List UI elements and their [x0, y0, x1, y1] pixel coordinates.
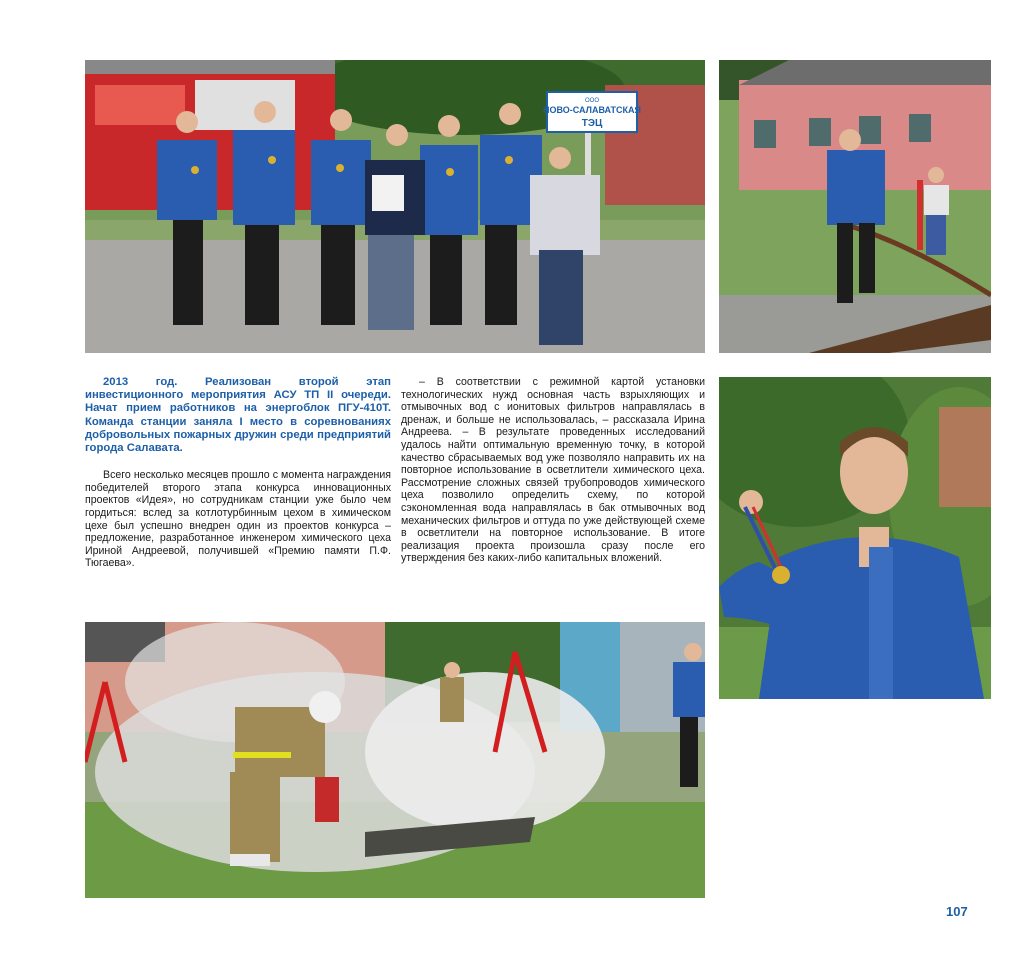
article-paragraph-2: – В соответствии с режимной картой установки технологических нужд основная часть взрыхляющих и отмывочных вод с ионитовых фильтров направлялась в дренаж, и больше не использовалась, – рассказала Ирина Андреева. – В результате проведенных исследований удалось найти оптимальную временную точку, в которой качество сбрасываемых вод уже позволяло направить их на повторное использование в осветлители химического цеха. Рассмотрение сложных связей трубопроводов химического цеха позволило определить схему, по которой сэкономленная вода направлялась в бак отмывочных вод механических фильтров и оттуда по уже действующей схеме в осветлители на повторное использование. В итоге реализация проекта произошла сразу после его утверждения без каких-либо капитальных вложений. — [401, 376, 705, 565]
sign-small-text: ООО — [584, 98, 600, 104]
sign-line2: ТЭЦ — [581, 118, 603, 129]
page-number: 107 — [946, 904, 968, 919]
runner-photo — [719, 60, 991, 353]
article-paragraph-1: Всего несколько месяцев прошло с момента награждения победителей второго этапа конкурса инновационных проектов «Идея», но сотрудникам станции уже было чем гордиться: вслед за котлотурбинным цехом в химическом цехе был успешно внедрен один из проектов конкурса – предложение, разработанное инженером химического цеха Ириной Андреевой, получившей «Премию памяти П.Ф. Тюгаева». — [85, 469, 391, 570]
sign-line1: НОВО-САЛАВАТСКАЯ — [542, 105, 642, 115]
medal-photo — [719, 377, 991, 699]
article-lead: 2013 год. Реализован второй этап инвестиционного мероприятия АСУ ТП II очереди. Начат прием работников на энергоблок ПГУ-410Т. Команда станции заняла I место в соревнованиях добровольных пожарных дружин среди предприятий города Салавата. — [85, 376, 391, 455]
fire-drill-photo — [85, 622, 705, 898]
team-photo — [85, 60, 705, 353]
article-left-column — [85, 376, 391, 570]
article-right-column — [401, 376, 705, 565]
